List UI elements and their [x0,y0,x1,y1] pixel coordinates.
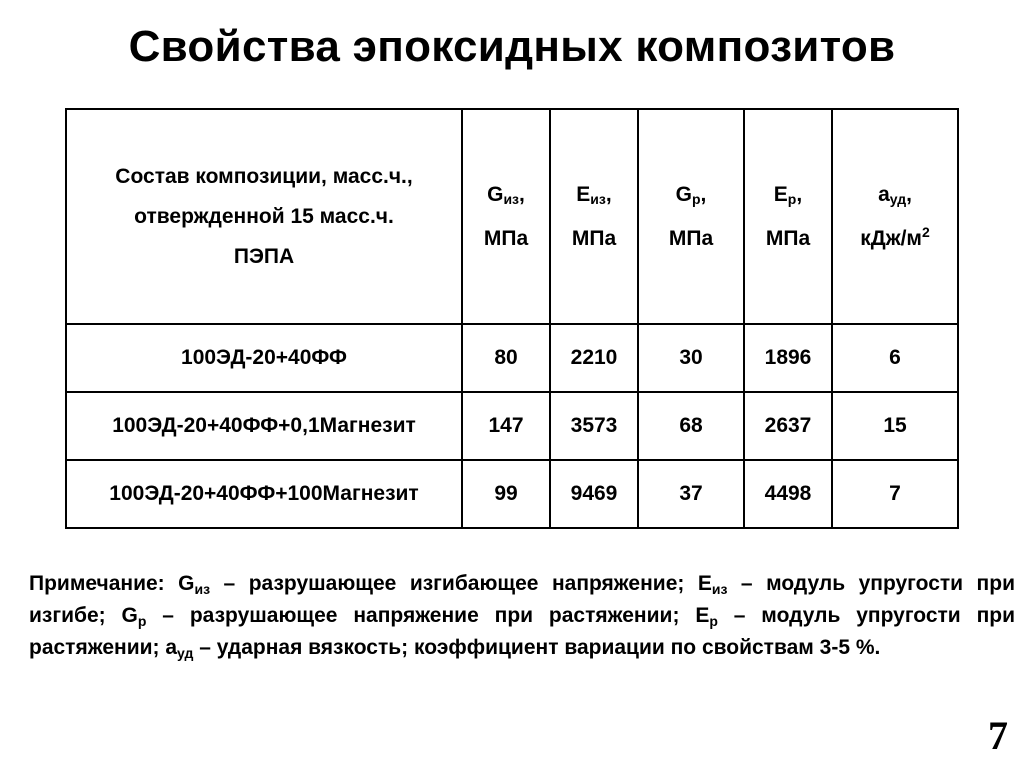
header-e-iz-symbol: E [576,182,591,206]
note-a-ud-sub: уд [177,645,194,661]
note-e-iz-symbol: E [697,572,712,595]
header-composition-line1: Состав композиции, масс.ч., [115,164,413,188]
cell-a-ud: 7 [832,460,958,528]
page-title: Свойства эпоксидных композитов [128,22,896,71]
note-g-iz-symbol: G [178,572,195,595]
header-e-p-sub: р [787,190,797,207]
note-a-ud-symbol: а [165,636,178,659]
table-row [66,460,958,528]
note-e-p-symbol: E [695,604,710,627]
header-g-p-unit: МПа [668,226,714,250]
table-row [66,324,958,392]
header-g-p-symbol: G [675,182,692,206]
cell-g-p: 68 [638,392,744,460]
header-e-p [744,109,832,324]
header-a-ud-symbol: а [878,182,890,206]
footnote [29,568,1015,664]
header-g-iz [462,109,550,324]
note-e-p-sub: р [709,613,718,629]
header-composition-line3: ПЭПА [233,244,295,268]
cell-composition: 100ЭД-20+40ФФ+0,1Магнезит [66,392,462,460]
header-e-iz-unit: МПа [571,226,617,250]
cell-a-ud: 15 [832,392,958,460]
note-label: Примечание: [29,572,165,595]
cell-g-iz: 80 [462,324,550,392]
page-number: 7 [988,713,1008,758]
cell-g-p: 37 [638,460,744,528]
note-g-p-symbol: G [121,604,138,627]
header-e-p-symbol: E [773,182,788,206]
cell-composition: 100ЭД-20+40ФФ [66,324,462,392]
header-a-ud-sub: уд [889,190,907,207]
header-e-iz [550,109,638,324]
header-composition-line2: отвержденной 15 масс.ч. [134,204,394,228]
header-a-ud-unit: кДж/м [860,226,922,250]
cell-g-p: 30 [638,324,744,392]
cell-composition: 100ЭД-20+40ФФ+100Магнезит [66,460,462,528]
header-a-ud [832,109,958,324]
cell-e-p: 4498 [744,460,832,528]
header-g-p-sub: р [691,190,701,207]
header-e-iz-sub: из [590,190,606,207]
cell-e-p: 2637 [744,392,832,460]
cell-e-iz: 3573 [550,392,638,460]
table-row [66,392,958,460]
note-e-p-text: – модуль упругости при растяжении; [29,604,1016,659]
note-e-iz-sub: из [711,581,728,597]
cell-e-p: 1896 [744,324,832,392]
note-g-iz-text: – разрушающее изгибающее напряжение; [210,572,698,595]
table-header-row [66,109,958,324]
header-e-p-unit: МПа [765,226,811,250]
header-e-p-comma: , [796,182,803,206]
header-g-p-comma: , [700,182,707,206]
cell-g-iz: 147 [462,392,550,460]
cell-e-iz: 9469 [550,460,638,528]
note-g-p-sub: р [137,613,147,629]
header-a-ud-comma: , [906,182,912,206]
cell-a-ud: 6 [832,324,958,392]
note-g-p-text: – разрушающее напряжение при растяжении; [146,604,696,627]
header-g-iz-sub: из [503,190,520,207]
header-g-iz-symbol: G [487,182,504,206]
header-g-p [638,109,744,324]
properties-table [65,108,959,529]
cell-g-iz: 99 [462,460,550,528]
header-a-ud-unit-sup: 2 [921,223,930,240]
header-g-iz-unit: МПа [483,226,529,250]
header-composition [66,109,462,324]
note-g-iz-sub: из [194,581,211,597]
note-e-iz-text: – модуль упругости при изгибе; [29,572,1015,627]
note-a-ud-text: – ударная вязкость; коэффициент вариации по свойствам 3-5 %. [193,636,881,659]
header-e-iz-comma: , [605,182,612,206]
header-g-iz-comma: , [519,182,525,206]
cell-e-iz: 2210 [550,324,638,392]
